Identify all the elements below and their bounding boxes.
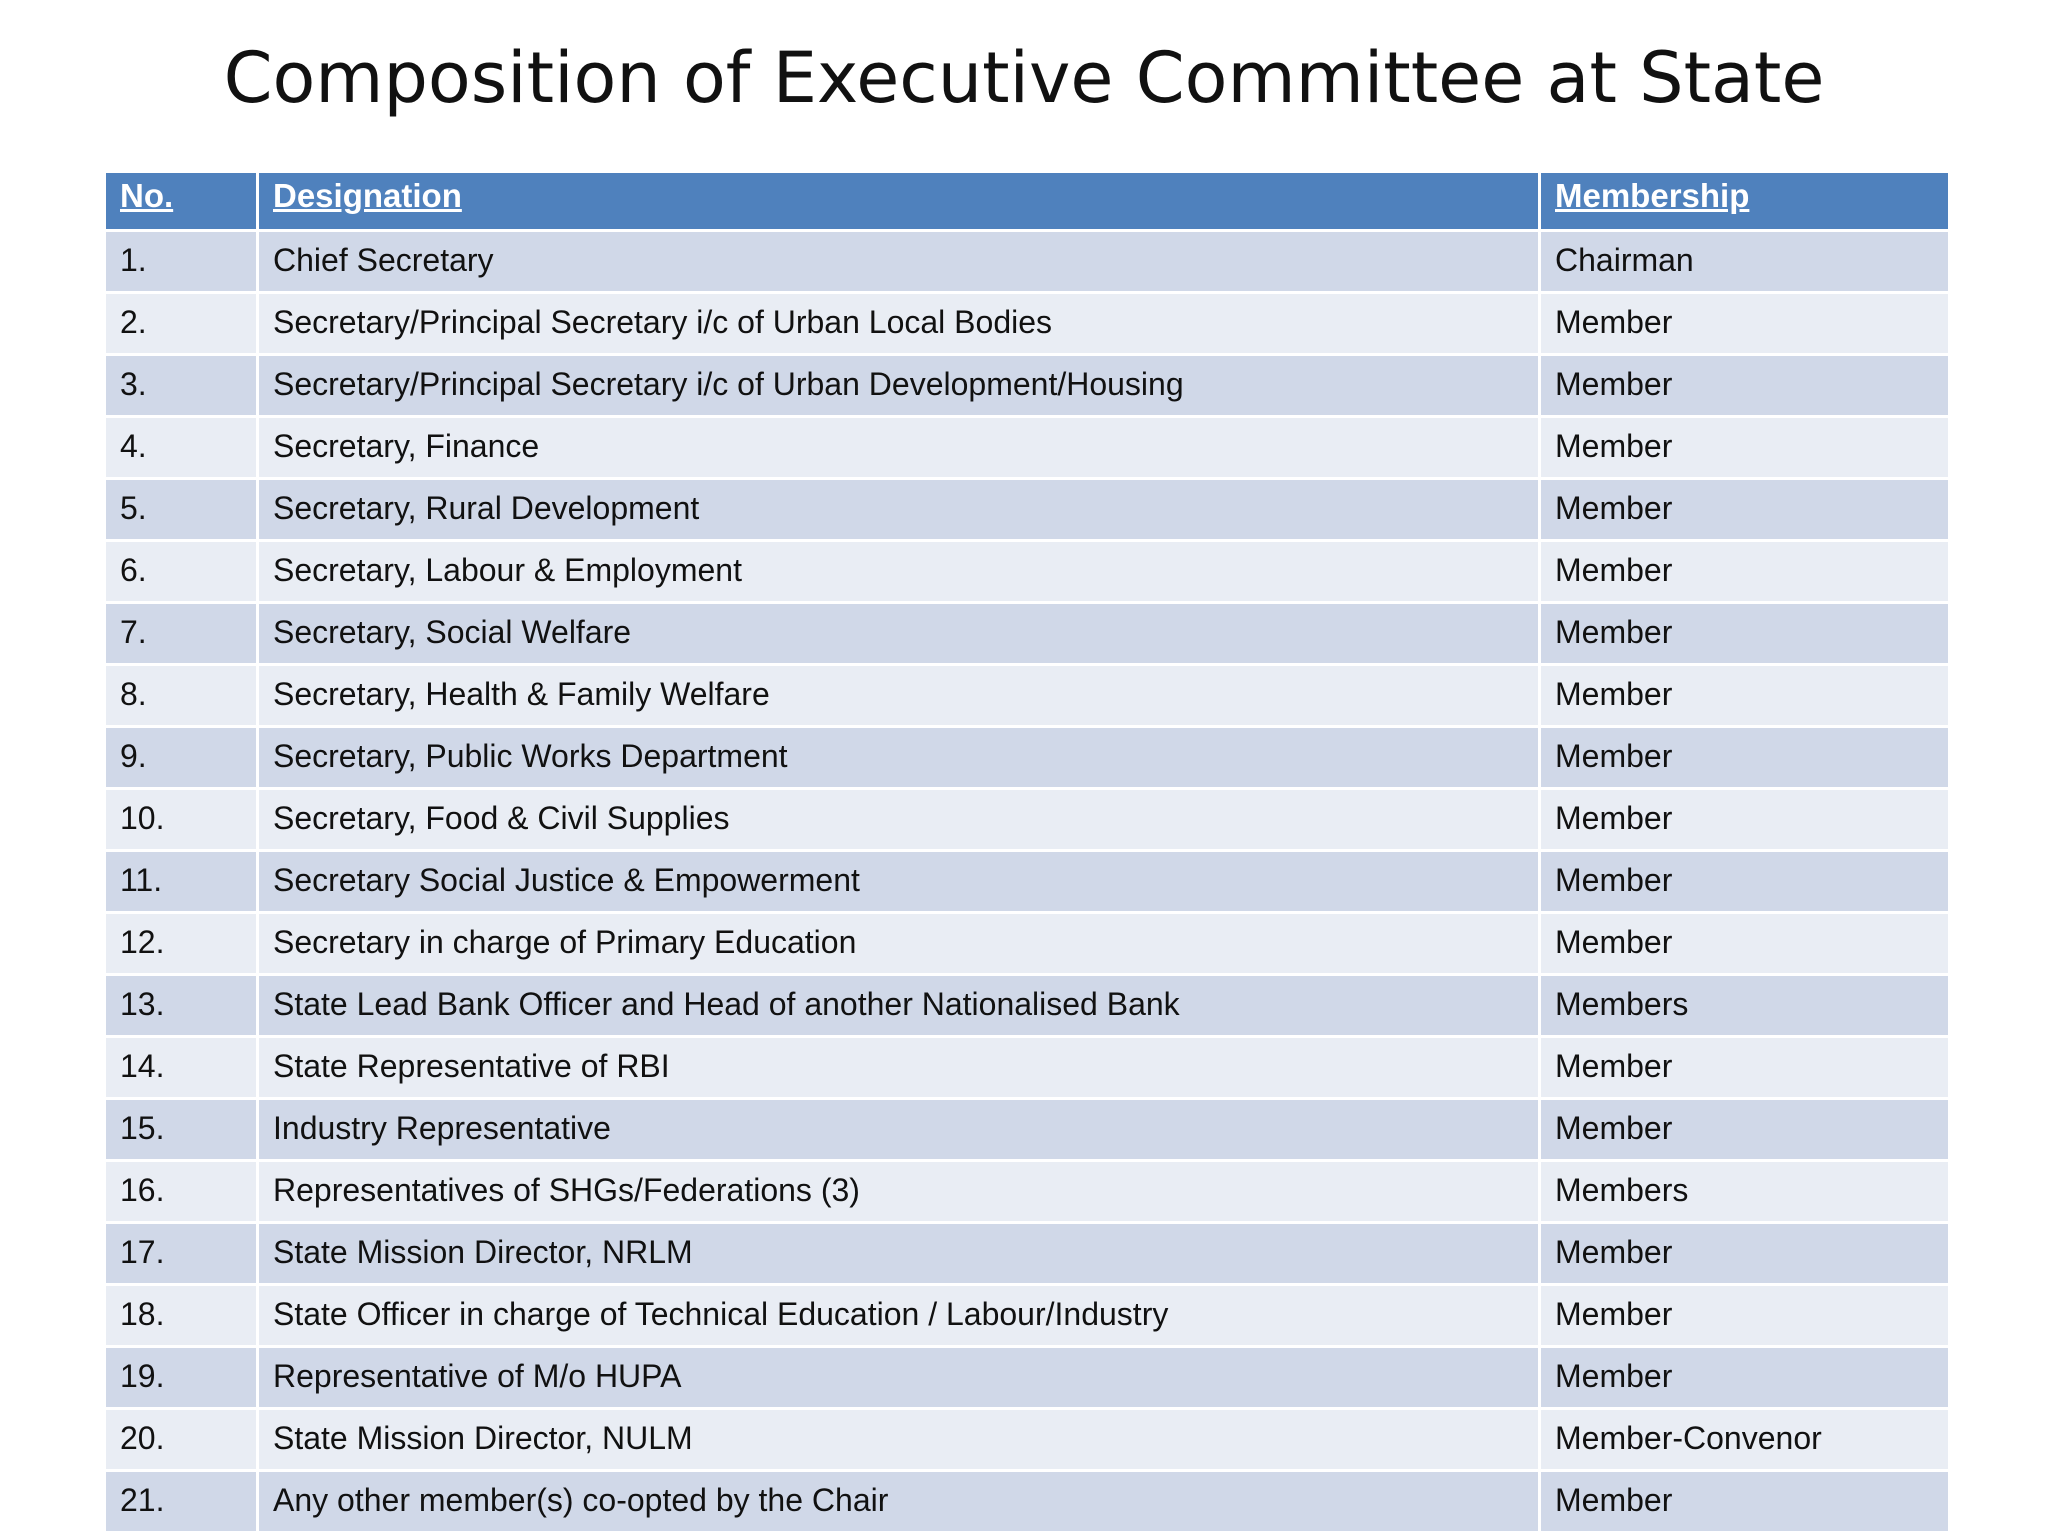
column-header-designation: Designation (258, 172, 1540, 231)
cell-designation: State Representative of RBI (258, 1037, 1540, 1099)
table-row (105, 1285, 1950, 1347)
cell-no: 16. (105, 1161, 258, 1223)
table-row (105, 789, 1950, 851)
cell-designation: Chief Secretary (258, 231, 1540, 293)
committee-table (103, 170, 1951, 1534)
table-row (105, 665, 1950, 727)
cell-membership: Member (1540, 479, 1950, 541)
cell-no: 19. (105, 1347, 258, 1409)
cell-membership: Member (1540, 355, 1950, 417)
cell-no: 17. (105, 1223, 258, 1285)
table-row (105, 913, 1950, 975)
cell-membership: Member (1540, 789, 1950, 851)
cell-membership: Chairman (1540, 231, 1950, 293)
cell-membership: Members (1540, 975, 1950, 1037)
cell-no: 7. (105, 603, 258, 665)
cell-designation: Secretary, Rural Development (258, 479, 1540, 541)
cell-designation: Representative of M/o HUPA (258, 1347, 1540, 1409)
cell-membership: Member (1540, 1347, 1950, 1409)
table-row (105, 851, 1950, 913)
cell-designation: Secretary, Labour & Employment (258, 541, 1540, 603)
cell-no: 11. (105, 851, 258, 913)
cell-no: 9. (105, 727, 258, 789)
cell-membership: Member (1540, 1037, 1950, 1099)
cell-no: 6. (105, 541, 258, 603)
cell-designation: Secretary, Public Works Department (258, 727, 1540, 789)
cell-no: 13. (105, 975, 258, 1037)
table-body (105, 231, 1950, 1533)
cell-membership: Member-Convenor (1540, 1409, 1950, 1471)
cell-designation: Any other member(s) co-opted by the Chair (258, 1471, 1540, 1533)
cell-membership: Member (1540, 665, 1950, 727)
table-row (105, 603, 1950, 665)
table-row (105, 1223, 1950, 1285)
cell-membership: Member (1540, 541, 1950, 603)
cell-membership: Member (1540, 1285, 1950, 1347)
cell-designation: Secretary in charge of Primary Education (258, 913, 1540, 975)
table-row (105, 1161, 1950, 1223)
cell-designation: State Lead Bank Officer and Head of another Nationalised Bank (258, 975, 1540, 1037)
column-header-membership: Membership (1540, 172, 1950, 231)
cell-membership: Member (1540, 1223, 1950, 1285)
column-header-no: No. (105, 172, 258, 231)
cell-designation: Secretary Social Justice & Empowerment (258, 851, 1540, 913)
cell-designation: State Mission Director, NRLM (258, 1223, 1540, 1285)
cell-designation: Secretary/Principal Secretary i/c of Urban Development/Housing (258, 355, 1540, 417)
cell-no: 4. (105, 417, 258, 479)
table-row (105, 541, 1950, 603)
cell-no: 2. (105, 293, 258, 355)
cell-membership: Member (1540, 727, 1950, 789)
cell-no: 14. (105, 1037, 258, 1099)
table-row (105, 355, 1950, 417)
page-title: Composition of Executive Committee at State (223, 37, 1825, 119)
cell-no: 8. (105, 665, 258, 727)
cell-no: 18. (105, 1285, 258, 1347)
cell-membership: Members (1540, 1161, 1950, 1223)
cell-no: 1. (105, 231, 258, 293)
table-row (105, 1037, 1950, 1099)
cell-designation: Secretary, Health & Family Welfare (258, 665, 1540, 727)
cell-membership: Member (1540, 913, 1950, 975)
cell-designation: Representatives of SHGs/Federations (3) (258, 1161, 1540, 1223)
cell-designation: Secretary, Finance (258, 417, 1540, 479)
table-row (105, 727, 1950, 789)
table-row (105, 1409, 1950, 1471)
cell-designation: State Officer in charge of Technical Education / Labour/Industry (258, 1285, 1540, 1347)
cell-no: 5. (105, 479, 258, 541)
table-row (105, 1347, 1950, 1409)
cell-no: 21. (105, 1471, 258, 1533)
cell-designation: Secretary, Social Welfare (258, 603, 1540, 665)
table-row (105, 293, 1950, 355)
cell-no: 20. (105, 1409, 258, 1471)
table-row (105, 975, 1950, 1037)
cell-membership: Member (1540, 603, 1950, 665)
cell-designation: Secretary/Principal Secretary i/c of Urban Local Bodies (258, 293, 1540, 355)
cell-membership: Member (1540, 417, 1950, 479)
cell-no: 15. (105, 1099, 258, 1161)
table-row (105, 1471, 1950, 1533)
table-row (105, 1099, 1950, 1161)
cell-no: 3. (105, 355, 258, 417)
table-header-row (105, 172, 1950, 231)
cell-membership: Member (1540, 1471, 1950, 1533)
cell-no: 12. (105, 913, 258, 975)
cell-membership: Member (1540, 293, 1950, 355)
cell-designation: Secretary, Food & Civil Supplies (258, 789, 1540, 851)
table-row (105, 417, 1950, 479)
cell-designation: Industry Representative (258, 1099, 1540, 1161)
table-row (105, 479, 1950, 541)
table-row (105, 231, 1950, 293)
cell-membership: Member (1540, 1099, 1950, 1161)
cell-no: 10. (105, 789, 258, 851)
cell-membership: Member (1540, 851, 1950, 913)
cell-designation: State Mission Director, NULM (258, 1409, 1540, 1471)
